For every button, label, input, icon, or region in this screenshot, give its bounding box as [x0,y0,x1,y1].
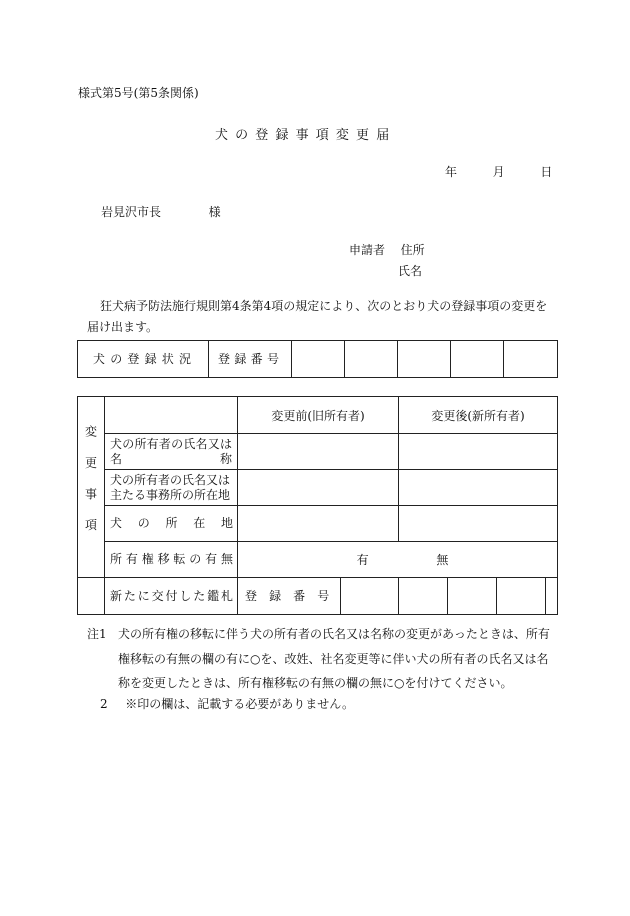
note-1-label: 注1 [87,627,107,641]
row-new-tag-regno-label: 登録番号 [245,588,330,603]
row-owner-name-text: 犬の所有者の氏名又は名称 [110,436,232,466]
tag-box-2 [399,578,448,615]
header-after: 変更後(新所有者) [399,397,558,434]
change-side-label: 変更事項 [83,424,98,550]
row-owner-name-label [105,434,238,470]
date-day: 日 [540,165,553,179]
regno-box-2 [345,341,398,378]
row-transfer-label [105,542,238,578]
note-2 [100,695,354,712]
applicant-label: 申請者 [349,243,386,257]
row-new-tag-regno-label-cell [238,578,341,615]
regno-box-3 [398,341,451,378]
date-month: 月 [492,165,505,179]
row-owner-address-label [105,470,238,506]
row-new-tag-label [105,578,238,615]
regno-box-1 [292,341,345,378]
addressee-name: 岩見沢市長 [101,205,162,219]
regno-box-4 [451,341,504,378]
status-label: 犬の登録状況 [93,351,191,366]
tag-box-1 [341,578,399,615]
note-1 [87,622,557,696]
row-transfer-value [238,542,558,578]
tag-box-3 [448,578,497,615]
note-1-text: 犬の所有権の移転に伴う犬の所有者の氏名又は名称の変更があったときは、所有権移転の有無の欄の有に○を、改姓、社名変更等に伴い犬の所有者の氏名又は名称を変更したときは、所有権移転の有無の欄の無に○を付けてください。 [118,627,550,690]
date-line [445,163,552,180]
intro-text: 狂犬病予防法施行規則第4条第4項の規定により、次のとおり犬の登録事項の変更を届け出ます。 [87,299,548,334]
row-dog-location-after [399,506,558,542]
change-table [77,396,558,615]
addressee [101,203,221,220]
form-number: 様式第5号(第5条関係) [78,86,199,100]
applicant-address: 住所 [400,243,425,257]
row-owner-name-after [399,434,558,470]
regno-box-5 [504,341,558,378]
tag-box-5 [546,578,558,615]
status-regno-label: 登録番号 [218,351,279,366]
applicant-address-line [349,241,425,258]
status-regno-label-cell [209,341,292,378]
row-dog-location-label [105,506,238,542]
row-owner-address-line2: 主たる事務所の所在地 [110,487,231,502]
transfer-yes: 有 [356,553,369,567]
status-table [77,340,558,378]
row-owner-name-before [238,434,399,470]
applicant-name: 氏名 [398,264,423,278]
addressee-honorific: 様 [208,205,221,219]
note-2-text: ※印の欄は、記載する必要がありません。 [125,697,355,711]
row-dog-location-before [238,506,399,542]
tag-box-4 [497,578,546,615]
note-2-label: 2 [100,697,108,711]
row-owner-address-after [399,470,558,506]
header-before: 変更前(旧所有者) [238,397,399,434]
row-owner-address-line1: 犬の所有者の氏名又は [110,472,231,487]
status-label-cell [78,341,209,378]
row-transfer-text: 所有権移転の有無 [110,552,233,566]
change-side-label-cell [78,397,105,578]
header-blank-cell [105,397,238,434]
row-dog-location-text: 犬の所在地 [110,516,233,530]
date-year: 年 [445,165,458,179]
row-new-tag-text: 新たに交付した鑑札 [110,588,233,603]
page-title: 犬の登録事項変更届 [215,128,397,143]
tag-side-blank [78,578,105,615]
transfer-no: 無 [436,553,449,567]
row-owner-address-before [238,470,399,506]
